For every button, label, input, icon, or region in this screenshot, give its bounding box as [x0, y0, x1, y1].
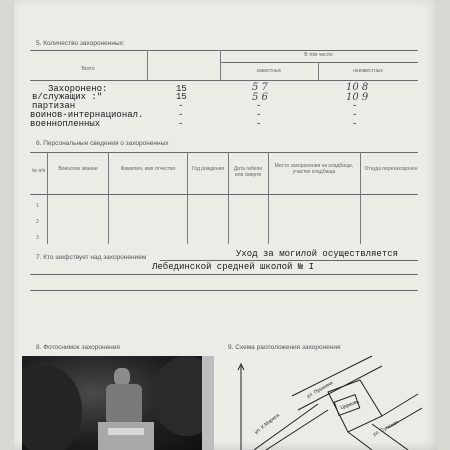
- location-scheme-map: [232, 354, 422, 450]
- table5-col-total: Всего: [81, 66, 95, 72]
- row-unknown-buried: 10 8: [346, 82, 369, 93]
- section7-rule-3: [30, 290, 418, 291]
- section-5-title: 5. Количество захороненных:: [36, 40, 125, 47]
- table6-header-place: Место захоронения на кладбище, участке кладбища: [274, 163, 354, 175]
- section7-rule-1: [160, 260, 418, 261]
- table5-top-border: [30, 50, 418, 51]
- row-unknown-internationalists: -: [352, 110, 358, 120]
- table6-header-from: Откуда перезахоронен: [364, 166, 418, 172]
- table5-col-unknown: неизвестных: [353, 68, 383, 74]
- monument-plaque: [108, 428, 144, 435]
- table5-divider-1: [147, 50, 148, 80]
- table6-header-num: № п/п: [31, 168, 46, 174]
- row-known-internationalists: -: [256, 110, 262, 120]
- table5-subheader-border: [220, 62, 418, 63]
- map-street-sumskaya: ул. Сумская: [372, 419, 400, 438]
- table6-row-num-1: 1: [36, 203, 39, 209]
- burial-photo: [22, 356, 202, 450]
- map-church-label: Церковь: [339, 398, 361, 412]
- row-known-buried: 5 7: [252, 82, 268, 93]
- table6-header-death: Дата гибели или смерти: [233, 166, 263, 178]
- row-label-pow: военнопленных: [30, 119, 101, 129]
- caretaker-line-1: Уход за могилой осуществляется: [236, 249, 399, 259]
- section7-rule-2: [30, 274, 418, 275]
- row-label-servicemen: в/служащих :": [32, 92, 103, 102]
- section-7-title: 7. Кто шефствует над захоронением: [36, 254, 147, 261]
- table6-divider-5: [268, 152, 269, 244]
- table6-divider-1: [47, 152, 48, 244]
- row-total-pow: -: [178, 119, 184, 129]
- row-label-internationalists: воинов-интернационал.: [30, 110, 144, 120]
- caretaker-line-2: Лебединской средней школой № I: [152, 262, 315, 272]
- table6-divider-2: [108, 152, 109, 244]
- section-6-title: 6. Персональные сведения о захороненных: [36, 140, 169, 147]
- row-total-partisans: -: [178, 101, 184, 111]
- row-total-internationalists: -: [178, 110, 184, 120]
- table6-divider-6: [360, 152, 361, 244]
- table6-divider-4: [228, 152, 229, 244]
- row-unknown-pow: -: [352, 119, 358, 129]
- table6-header-name: Фамилия, имя отчество: [120, 166, 176, 172]
- map-street-pushkina: ул. Пушкина: [306, 380, 334, 400]
- map-street-kmarksa: ул. К.Маркса: [253, 412, 281, 436]
- table6-divider-3: [187, 152, 188, 244]
- row-label-partisans: партизан: [32, 101, 76, 111]
- row-label-buried: Захоронено:: [48, 84, 108, 94]
- row-known-pow: -: [256, 119, 262, 129]
- table6-row-num-2: 2: [36, 219, 39, 225]
- section-9-title: 9. Схема расположения захоронения: [228, 344, 341, 351]
- row-known-partisans: -: [256, 101, 262, 111]
- photo-edge: [202, 356, 214, 450]
- table6-row-num-3: 3: [36, 235, 39, 241]
- table5-col-including: В том числе:: [304, 52, 334, 58]
- row-total-servicemen: 15: [176, 92, 187, 102]
- section-8-title: 8. Фотоснимок захоронения: [36, 344, 120, 351]
- table6-header-rank: Воинское звание: [58, 166, 98, 172]
- row-unknown-servicemen: 10 9: [346, 92, 369, 103]
- row-unknown-partisans: -: [352, 101, 358, 111]
- table5-header-bottom: [30, 80, 418, 81]
- row-known-servicemen: 5 6: [252, 92, 268, 103]
- table6-header-birth: Год рождения: [191, 166, 225, 172]
- row-total-buried: 15: [176, 84, 187, 94]
- table5-col-known: известных: [256, 68, 282, 74]
